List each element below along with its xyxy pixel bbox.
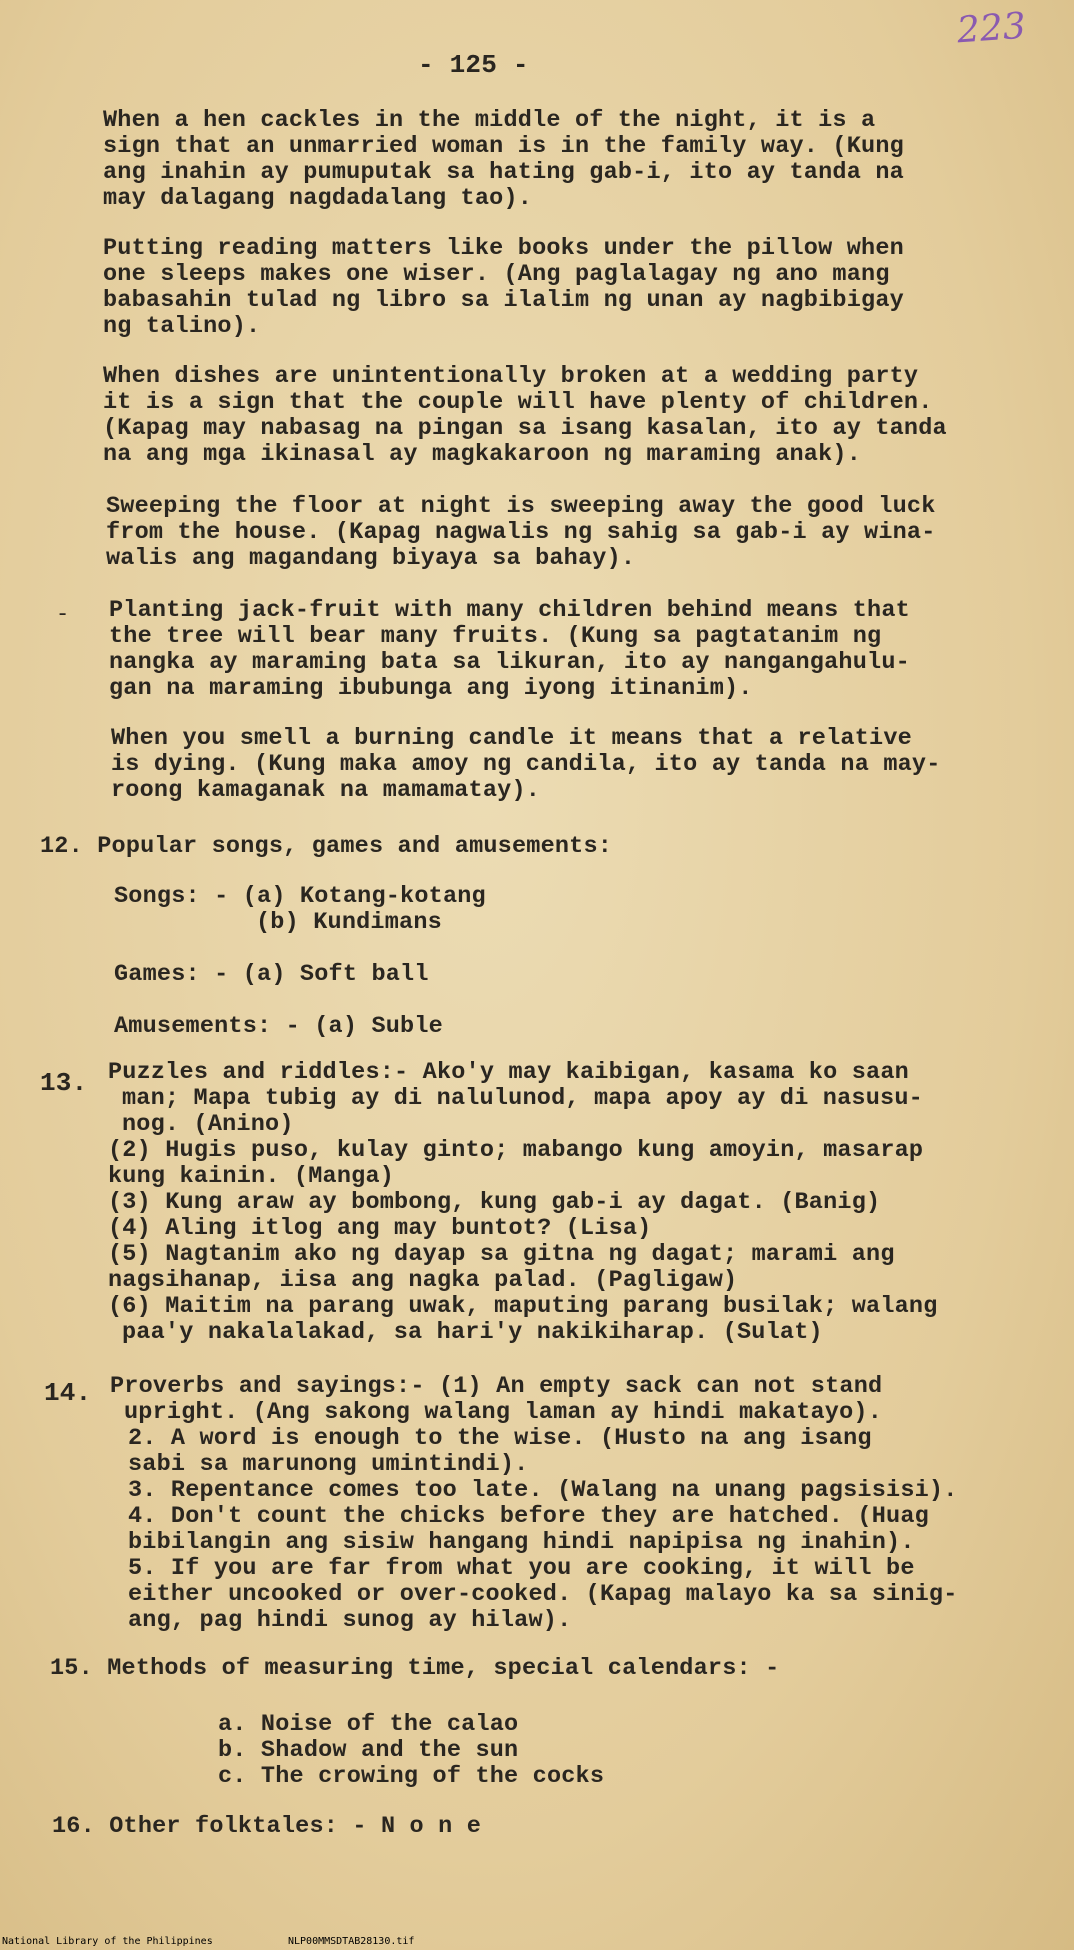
archive-page-stamp: 223 (955, 5, 1028, 52)
text-line: When you smell a burning candle it means that a relative (111, 725, 912, 752)
riddle-line: man; Mapa tubig ay di nalulunod, mapa apoy ay di nasusu- (122, 1085, 923, 1112)
section-heading-12: 12. Popular songs, games and amusements: (40, 833, 613, 860)
riddle-line: (6) Maitim na parang uwak, maputing parang busilak; walang (108, 1293, 938, 1320)
songs-line: (b) Kundimans (256, 909, 442, 936)
section-number-14: 14. (44, 1378, 92, 1408)
proverb-line: sabi sa marunong umintindi). (128, 1451, 529, 1478)
riddle-line: (3) Kung araw ay bombong, kung gab-i ay dagat. (Banig) (108, 1189, 881, 1216)
section-heading-16: 16. Other folktales: - N o n e (52, 1813, 482, 1840)
riddle-line: nog. (Anino) (122, 1111, 294, 1138)
text-line: Planting jack-fruit with many children behind means that (109, 597, 910, 624)
text-line: When a hen cackles in the middle of the night, it is a (103, 107, 876, 134)
proverb-line: upright. (Ang sakong walang laman ay hindi makatayo). (124, 1399, 883, 1426)
proverb-line: 2. A word is enough to the wise. (Husto na ang isang (128, 1425, 872, 1452)
text-line: it is a sign that the couple will have plenty of children. (103, 389, 933, 416)
proverb-line: Proverbs and sayings:- (1) An empty sack can not stand (110, 1373, 883, 1400)
proverb-line: bibilangin ang sisiw hangang hindi napipisa ng inahin). (128, 1529, 915, 1556)
text-line: (Kapag may nabasag na pingan sa isang kasalan, ito ay tanda (103, 415, 947, 442)
proverb-line: either uncooked or over-cooked. (Kapag malayo ka sa sinig- (128, 1581, 958, 1608)
text-line: When dishes are unintentionally broken at a wedding party (103, 363, 919, 390)
text-line: na ang mga ikinasal ay magkakaroon ng maraming anak). (103, 441, 862, 468)
amusements-line: Amusements: - (a) Suble (114, 1013, 443, 1040)
riddle-line: paa'y nakalalakad, sa hari'y nakikiharap. (Sulat) (122, 1319, 823, 1346)
songs-line: Songs: - (a) Kotang-kotang (114, 883, 486, 910)
text-line: nangka ay maraming bata sa likuran, ito ay nangangahulu- (109, 649, 910, 676)
riddle-line: (2) Hugis puso, kulay ginto; mabango kung amoyin, masarap (108, 1137, 924, 1164)
games-line: Games: - (a) Soft ball (114, 961, 429, 988)
text-line: ang inahin ay pumuputak sa hating gab-i, ito ay tanda na (103, 159, 904, 186)
text-line: sign that an unmarried woman is in the family way. (Kung (103, 133, 904, 160)
text-line: gan na maraming ibubunga ang iyong itinanim). (109, 675, 753, 702)
proverb-line: 5. If you are far from what you are cooking, it will be (128, 1555, 915, 1582)
riddle-line: kung kainin. (Manga) (108, 1163, 395, 1190)
text-line: may dalagang nagdadalang tao). (103, 185, 533, 212)
text-line: one sleeps makes one wiser. (Ang paglalagay ng ano mang (103, 261, 890, 288)
text-line: babasahin tulad ng libro sa ilalim ng unan ay nagbibigay (103, 287, 904, 314)
text-line: roong kamaganak na mamamatay). (111, 777, 541, 804)
footer-filename: NLP00MMSDTAB28130.tif (288, 1936, 415, 1947)
time-method-item: b. Shadow and the sun (218, 1737, 519, 1764)
text-line: is dying. (Kung maka amoy ng candila, ito ay tanda na may- (111, 751, 941, 778)
text-line: Sweeping the floor at night is sweeping away the good luck (106, 493, 936, 520)
text-line: the tree will bear many fruits. (Kung sa pagtatanim ng (109, 623, 882, 650)
time-method-item: c. The crowing of the cocks (218, 1763, 605, 1790)
riddle-line: Puzzles and riddles:- Ako'y may kaibigan, kasama ko saan (108, 1059, 909, 1086)
proverb-line: 4. Don't count the chicks before they are hatched. (Huag (128, 1503, 929, 1530)
riddle-line: (5) Nagtanim ako ng dayap sa gitna ng dagat; marami ang (108, 1241, 895, 1268)
riddle-line: (4) Aling itlog ang may buntot? (Lisa) (108, 1215, 652, 1242)
riddle-line: nagsihanap, iisa ang nagka palad. (Pagligaw) (108, 1267, 738, 1294)
time-method-item: a. Noise of the calao (218, 1711, 519, 1738)
text-line: from the house. (Kapag nagwalis ng sahig sa gab-i ay wina- (106, 519, 936, 546)
proverb-line: 3. Repentance comes too late. (Walang na unang pagsisisi). (128, 1477, 958, 1504)
proverb-line: ang, pag hindi sunog ay hilaw). (128, 1607, 572, 1634)
text-line: Putting reading matters like books under the pillow when (103, 235, 904, 262)
section-heading-15: 15. Methods of measuring time, special calendars: - (50, 1655, 780, 1682)
footer-library-name: National Library of the Philippines (2, 1936, 213, 1947)
text-line: walis ang magandang biyaya sa bahay). (106, 545, 636, 572)
page-number: - 125 - (418, 50, 529, 80)
text-line: ng talino). (103, 313, 261, 340)
section-number-13: 13. (40, 1068, 88, 1098)
margin-mark: - (56, 602, 70, 627)
